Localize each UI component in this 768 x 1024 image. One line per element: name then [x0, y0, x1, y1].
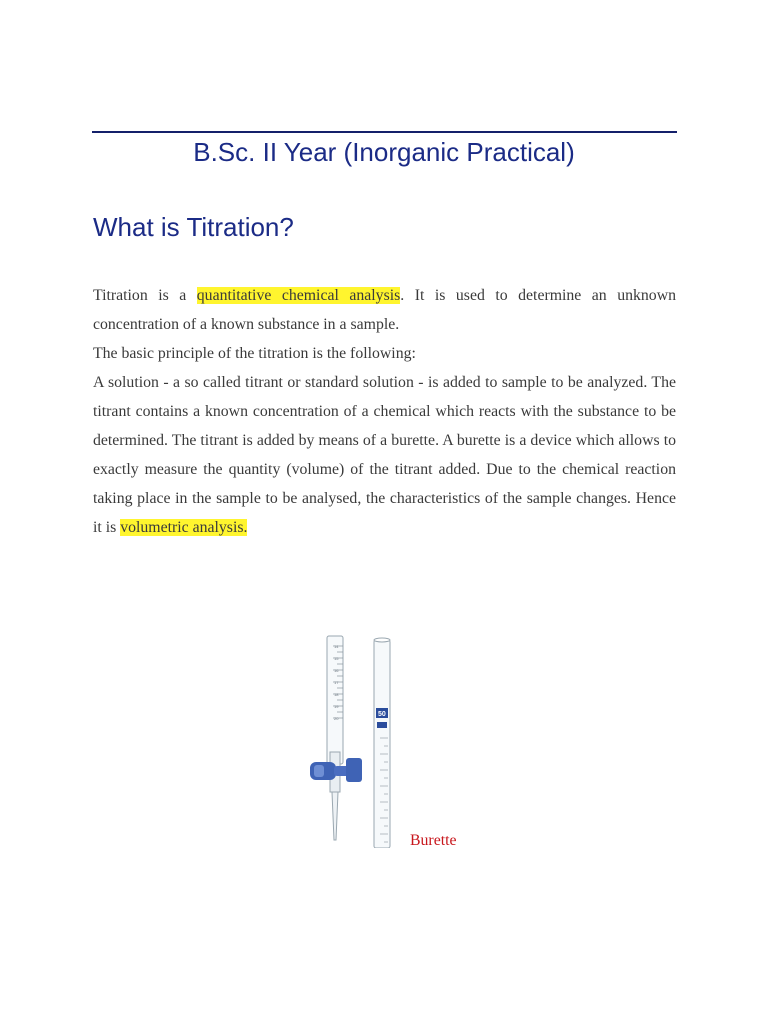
intro-text-end: . It is used to determine an unknown concentration of a known substance in a sample.: [93, 287, 677, 333]
paragraph-intro: [93, 281, 676, 339]
highlight-volumetric-analysis: volumetric analysis.: [120, 519, 248, 536]
right-burette-tube: [374, 640, 390, 848]
paragraph-principle: The basic principle of the titration is the following:: [93, 345, 416, 362]
scale-number: 20: [334, 716, 339, 721]
volume-label: 50: [378, 711, 386, 718]
paragraph-explanation: [93, 368, 676, 542]
stopcock-highlight: [314, 765, 324, 777]
scale-number: 14: [334, 644, 339, 649]
scale-number: 15: [334, 656, 339, 661]
section-heading: What is Titration?: [93, 212, 294, 242]
volume-label-box-2: [377, 722, 387, 728]
scale-number: 17: [334, 680, 339, 685]
scale-number: 19: [334, 704, 339, 709]
burette-tip: [332, 792, 338, 840]
right-burette-rim: [374, 638, 390, 642]
highlight-quantitative-analysis: quantitative chemical analysis: [196, 287, 401, 304]
burette-illustration: [300, 634, 420, 848]
figure-caption: Burette: [410, 832, 457, 849]
course-title: B.Sc. II Year (Inorganic Practical): [193, 137, 575, 167]
intro-text-start: Titration is a: [93, 287, 197, 304]
scale-number: 16: [334, 668, 339, 673]
stopcock-wing: [346, 758, 362, 782]
body-text: [93, 281, 676, 542]
explanation-text: A solution - a so called titrant or standard solution - is added to sample to be analyzed. The titrant contains a known concentration of a chemical which reacts with the substance to be determined. The titrant is added by means of a burette. A burette is a device which allows to exactly measure the quantity (volume) of the titrant added. Due to the chemical reaction taking place in the sample to be analysed, the characteristics of the sample changes. Hence it is: [93, 374, 676, 536]
header-rule: [92, 131, 677, 133]
scale-number: 18: [334, 692, 339, 697]
